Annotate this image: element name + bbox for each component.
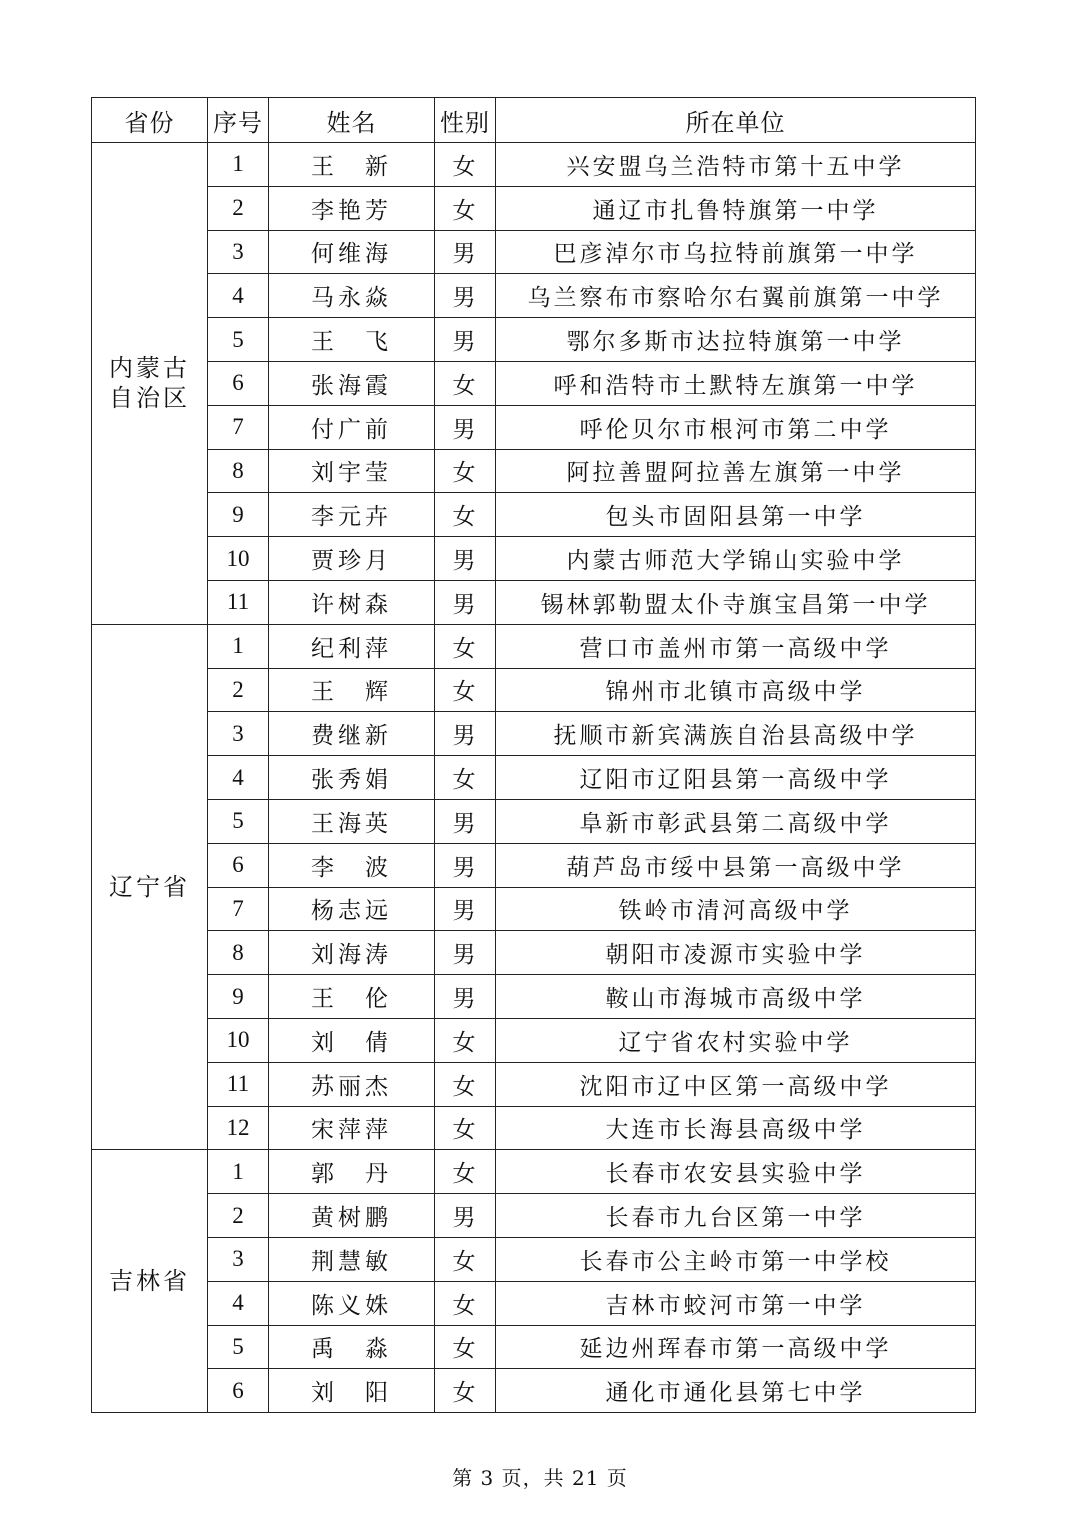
number-cell: 9 (208, 493, 269, 537)
gender-cell: 男 (435, 712, 496, 756)
province-cell (92, 1150, 208, 1413)
header-gender: 性别 (435, 98, 496, 143)
gender-cell: 男 (435, 318, 496, 362)
header-row (92, 98, 976, 143)
number-cell: 11 (208, 580, 269, 624)
province-cell (92, 143, 208, 625)
unit-cell: 吉林市蛟河市第一中学 (496, 1281, 976, 1325)
unit-cell: 沈阳市辽中区第一高级中学 (496, 1062, 976, 1106)
gender-cell: 男 (435, 975, 496, 1019)
roster-table (91, 97, 976, 1413)
number-cell: 3 (208, 712, 269, 756)
gender-cell: 男 (435, 405, 496, 449)
header-number: 序号 (208, 98, 269, 143)
table-row (92, 975, 976, 1019)
table-row (92, 1281, 976, 1325)
header-unit: 所在单位 (496, 98, 976, 143)
table-row (92, 1194, 976, 1238)
table-row (92, 668, 976, 712)
name-cell: 禹 淼 (269, 1325, 435, 1369)
name-cell: 李 波 (269, 843, 435, 887)
number-cell: 8 (208, 931, 269, 975)
gender-cell: 男 (435, 887, 496, 931)
number-cell: 9 (208, 975, 269, 1019)
unit-cell: 大连市长海县高级中学 (496, 1106, 976, 1150)
gender-cell: 女 (435, 624, 496, 668)
unit-cell: 乌兰察布市察哈尔右翼前旗第一中学 (496, 274, 976, 318)
gender-cell: 女 (435, 449, 496, 493)
name-cell: 刘 阳 (269, 1369, 435, 1413)
province-label: 吉林省 (109, 1267, 190, 1296)
name-cell: 许树森 (269, 580, 435, 624)
number-cell: 2 (208, 668, 269, 712)
page-footer: 第 3 页，共 21 页 (452, 1466, 628, 1490)
name-cell: 杨志远 (269, 887, 435, 931)
unit-cell: 锦州市北镇市高级中学 (496, 668, 976, 712)
gender-cell: 男 (435, 580, 496, 624)
unit-cell: 葫芦岛市绥中县第一高级中学 (496, 843, 976, 887)
gender-cell: 女 (435, 1237, 496, 1281)
table-row (92, 712, 976, 756)
name-cell: 王 飞 (269, 318, 435, 362)
province-label: 内蒙古自治区 (109, 354, 190, 413)
gender-cell: 男 (435, 843, 496, 887)
number-cell: 12 (208, 1106, 269, 1150)
gender-cell: 女 (435, 186, 496, 230)
gender-cell: 女 (435, 1106, 496, 1150)
table-row (92, 580, 976, 624)
number-cell: 10 (208, 537, 269, 581)
table-row (92, 1237, 976, 1281)
name-cell: 陈义姝 (269, 1281, 435, 1325)
unit-cell: 长春市九台区第一中学 (496, 1194, 976, 1238)
unit-cell: 延边州珲春市第一高级中学 (496, 1325, 976, 1369)
name-cell: 费继新 (269, 712, 435, 756)
number-cell: 6 (208, 361, 269, 405)
gender-cell: 女 (435, 493, 496, 537)
table-row (92, 1062, 976, 1106)
number-cell: 4 (208, 274, 269, 318)
number-cell: 7 (208, 405, 269, 449)
name-cell: 纪利萍 (269, 624, 435, 668)
number-cell: 1 (208, 143, 269, 187)
number-cell: 11 (208, 1062, 269, 1106)
unit-cell: 鄂尔多斯市达拉特旗第一中学 (496, 318, 976, 362)
unit-cell: 兴安盟乌兰浩特市第十五中学 (496, 143, 976, 187)
table-row (92, 799, 976, 843)
name-cell: 宋萍萍 (269, 1106, 435, 1150)
unit-cell: 锡林郭勒盟太仆寺旗宝昌第一中学 (496, 580, 976, 624)
number-cell: 5 (208, 318, 269, 362)
gender-cell: 男 (435, 931, 496, 975)
gender-cell: 女 (435, 1369, 496, 1413)
table-row (92, 1150, 976, 1194)
table-row (92, 361, 976, 405)
number-cell: 8 (208, 449, 269, 493)
name-cell: 郭 丹 (269, 1150, 435, 1194)
name-cell: 贾珍月 (269, 537, 435, 581)
gender-cell: 女 (435, 1325, 496, 1369)
table-row (92, 931, 976, 975)
table-header (92, 98, 976, 143)
number-cell: 2 (208, 1194, 269, 1238)
name-cell: 李艳芳 (269, 186, 435, 230)
unit-cell: 朝阳市凌源市实验中学 (496, 931, 976, 975)
gender-cell: 男 (435, 537, 496, 581)
gender-cell: 女 (435, 1281, 496, 1325)
table-row (92, 493, 976, 537)
gender-cell: 男 (435, 230, 496, 274)
name-cell: 何维海 (269, 230, 435, 274)
unit-cell: 通化市通化县第七中学 (496, 1369, 976, 1413)
name-cell: 刘 倩 (269, 1018, 435, 1062)
number-cell: 4 (208, 756, 269, 800)
table-row (92, 624, 976, 668)
number-cell: 2 (208, 186, 269, 230)
unit-cell: 阜新市彰武县第二高级中学 (496, 799, 976, 843)
header-province: 省份 (92, 98, 208, 143)
table-row (92, 186, 976, 230)
gender-cell: 女 (435, 1018, 496, 1062)
unit-cell: 营口市盖州市第一高级中学 (496, 624, 976, 668)
name-cell: 王海英 (269, 799, 435, 843)
number-cell: 1 (208, 1150, 269, 1194)
gender-cell: 男 (435, 1194, 496, 1238)
unit-cell: 呼伦贝尔市根河市第二中学 (496, 405, 976, 449)
table-row (92, 143, 976, 187)
number-cell: 4 (208, 1281, 269, 1325)
name-cell: 苏丽杰 (269, 1062, 435, 1106)
table-row (92, 1369, 976, 1413)
gender-cell: 男 (435, 799, 496, 843)
table-row (92, 449, 976, 493)
name-cell: 刘海涛 (269, 931, 435, 975)
gender-cell: 女 (435, 756, 496, 800)
gender-cell: 女 (435, 668, 496, 712)
name-cell: 黄树鹏 (269, 1194, 435, 1238)
gender-cell: 女 (435, 1150, 496, 1194)
unit-cell: 包头市固阳县第一中学 (496, 493, 976, 537)
name-cell: 李元卉 (269, 493, 435, 537)
name-cell: 王 伦 (269, 975, 435, 1019)
table-row (92, 887, 976, 931)
unit-cell: 呼和浩特市土默特左旗第一中学 (496, 361, 976, 405)
table-row (92, 274, 976, 318)
table-row (92, 1106, 976, 1150)
name-cell: 王 新 (269, 143, 435, 187)
unit-cell: 抚顺市新宾满族自治县高级中学 (496, 712, 976, 756)
gender-cell: 女 (435, 143, 496, 187)
table-body (92, 143, 976, 1413)
unit-cell: 辽宁省农村实验中学 (496, 1018, 976, 1062)
unit-cell: 巴彦淖尔市乌拉特前旗第一中学 (496, 230, 976, 274)
number-cell: 10 (208, 1018, 269, 1062)
number-cell: 1 (208, 624, 269, 668)
table-row (92, 1325, 976, 1369)
table-row (92, 537, 976, 581)
table-row (92, 1018, 976, 1062)
gender-cell: 女 (435, 1062, 496, 1106)
number-cell: 3 (208, 1237, 269, 1281)
name-cell: 张海霞 (269, 361, 435, 405)
number-cell: 6 (208, 843, 269, 887)
table-row (92, 230, 976, 274)
number-cell: 5 (208, 799, 269, 843)
unit-cell: 辽阳市辽阳县第一高级中学 (496, 756, 976, 800)
unit-cell: 长春市公主岭市第一中学校 (496, 1237, 976, 1281)
gender-cell: 男 (435, 274, 496, 318)
unit-cell: 铁岭市清河高级中学 (496, 887, 976, 931)
unit-cell: 阿拉善盟阿拉善左旗第一中学 (496, 449, 976, 493)
number-cell: 7 (208, 887, 269, 931)
name-cell: 付广前 (269, 405, 435, 449)
name-cell: 刘宇莹 (269, 449, 435, 493)
table-row (92, 318, 976, 362)
name-cell: 张秀娟 (269, 756, 435, 800)
number-cell: 3 (208, 230, 269, 274)
table-row (92, 756, 976, 800)
number-cell: 6 (208, 1369, 269, 1413)
unit-cell: 内蒙古师范大学锦山实验中学 (496, 537, 976, 581)
table-row (92, 405, 976, 449)
name-cell: 王 辉 (269, 668, 435, 712)
unit-cell: 通辽市扎鲁特旗第一中学 (496, 186, 976, 230)
name-cell: 马永焱 (269, 274, 435, 318)
number-cell: 5 (208, 1325, 269, 1369)
unit-cell: 鞍山市海城市高级中学 (496, 975, 976, 1019)
table-row (92, 843, 976, 887)
unit-cell: 长春市农安县实验中学 (496, 1150, 976, 1194)
gender-cell: 女 (435, 361, 496, 405)
province-label: 辽宁省 (109, 873, 190, 902)
name-cell: 荆慧敏 (269, 1237, 435, 1281)
province-cell (92, 624, 208, 1150)
header-name: 姓名 (269, 98, 435, 143)
